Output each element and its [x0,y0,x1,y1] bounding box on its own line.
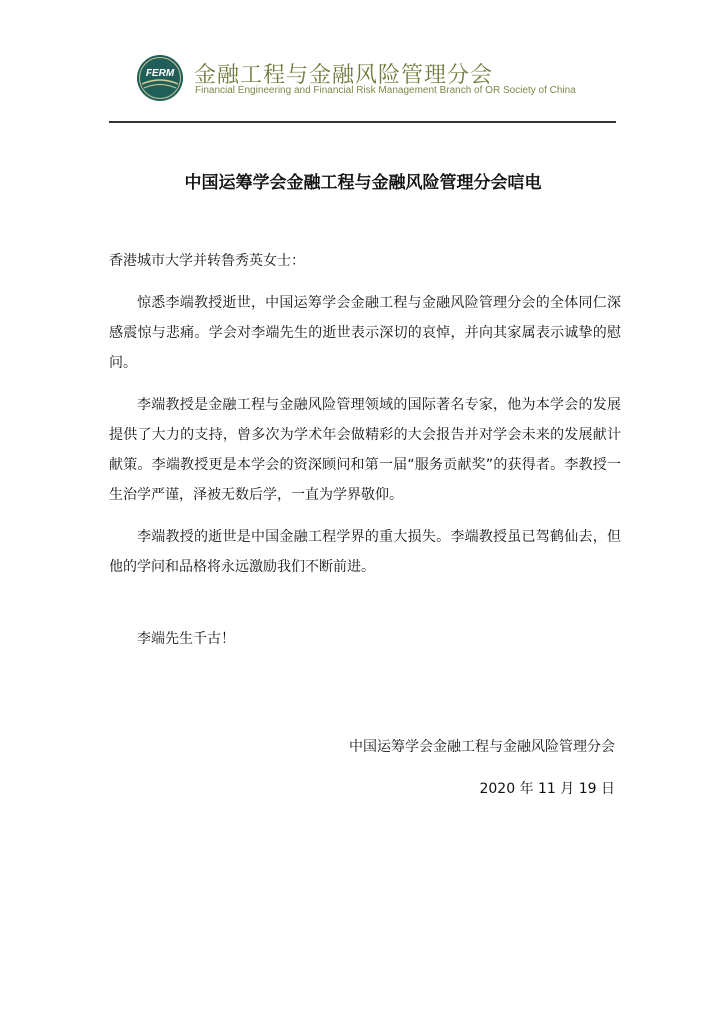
salutation: 香港城市大学并转鲁秀英女士： [109,253,305,269]
signature: 中国运筹学会金融工程与金融风险管理分会 [349,739,615,755]
paragraph-3: 李端教授的逝世是中国金融工程学界的重大损失。李端教授虽已驾鹤仙去，但他的学问和品格将永远激励我们不断前进。 [109,529,621,575]
farewell: 李端先生千古！ [137,631,235,647]
letterhead [136,54,616,106]
letter-date: 2020 年 11 月 19 日 [479,781,615,797]
header-divider [109,121,616,123]
org-name-en: Financial Engineering and Financial Risk Management Branch of OR Society of China [195,85,576,96]
letter-body [109,246,621,654]
paragraph-1: 惊悉李端教授逝世，中国运筹学会金融工程与金融风险管理分会的全体同仁深感震惊与悲痛。学会对李端先生的逝世表示深切的哀悼，并向其家属表示诚挚的慰问。 [109,295,621,371]
letter-title: 中国运筹学会金融工程与金融风险管理分会唁电 [184,173,542,193]
org-name-cn: 金融工程与金融风险管理分会 [194,63,494,88]
logo-text: FERM [145,68,175,79]
paragraph-2: 李端教授是金融工程与金融风险管理领域的国际著名专家，他为本学会的发展提供了大力的支持，曾多次为学术年会做精彩的大会报告并对学会未来的发展献计献策。李端教授更是本学会的资深顾问和第一届“服务贡献奖”的获得者。李教授一生治学严谨，泽被无数后学，一直为学界敬仰。 [109,397,621,503]
ferm-logo [136,54,184,102]
